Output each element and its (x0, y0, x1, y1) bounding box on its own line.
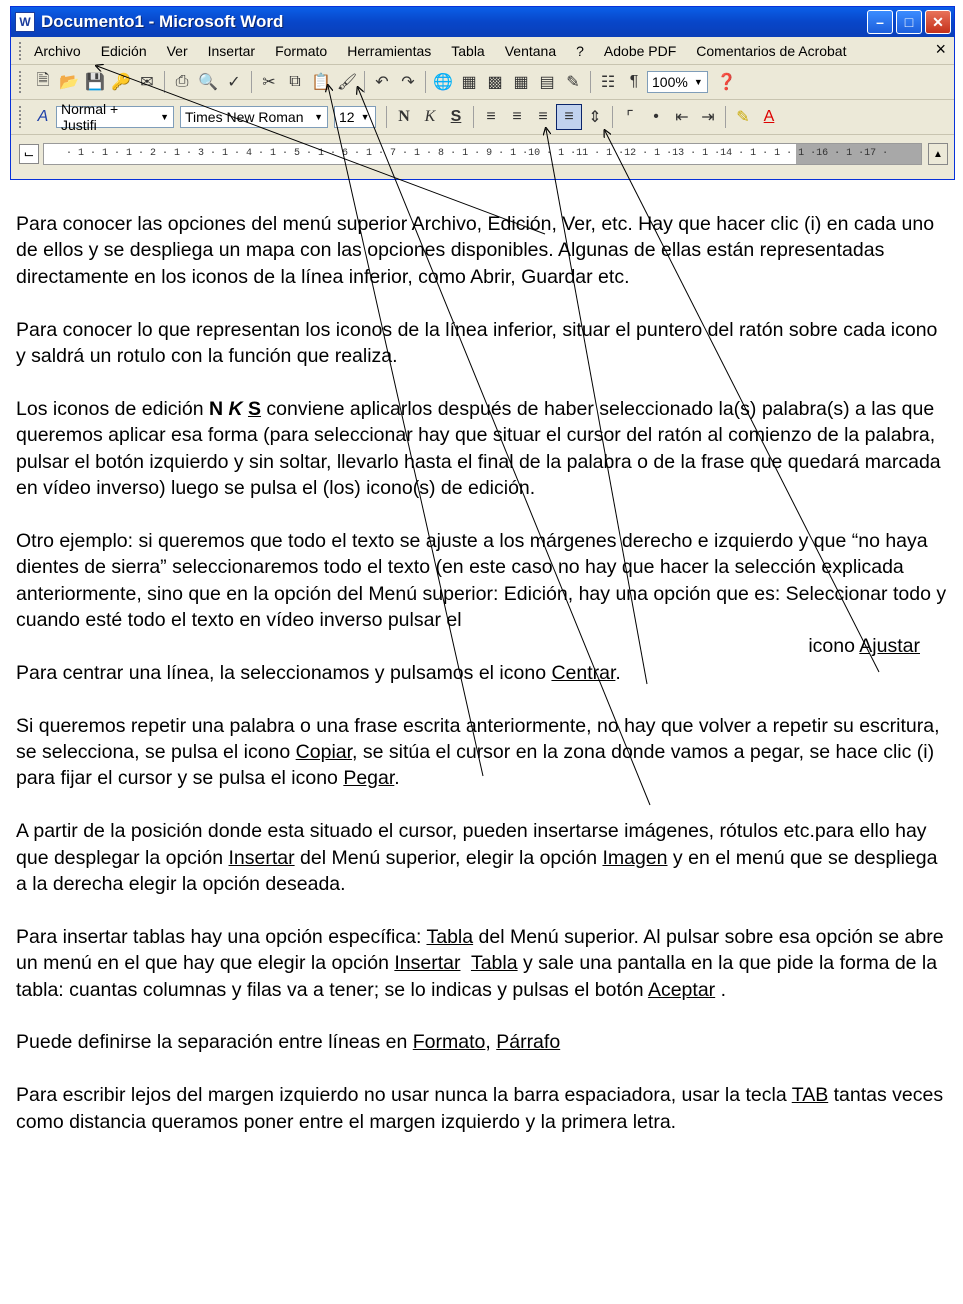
text-run: conviene aplicarlos después de haber seleccionado la(s) palabra(s) a las que queremos aplicar esa forma (para seleccionar hay que situar el cursor del ratón al comienzo de la palabra, pulsar el botón izquierdo y sin soltar, llevarlo hasta el final de la palabra o de la frase que quedará marcada en vídeo inverso) luego se pulsa el (los) icono(s) de edición. (16, 397, 941, 500)
text-run: . (715, 978, 726, 1001)
text-run: Los iconos de edición (16, 397, 209, 420)
text-run: y sale una pantalla en la que pide la forma de la tabla: cuantas columnas y filas va a tener; se lo indicas y pulsas el botón (16, 952, 938, 1001)
menu-insertar[interactable]: Insertar (207, 42, 256, 59)
insertar-link: Insertar (228, 846, 295, 869)
minimize-button[interactable] (867, 10, 893, 34)
justify-icon[interactable]: ≡ (556, 104, 582, 130)
separator (364, 71, 365, 93)
cut-icon[interactable]: ✂ (262, 74, 276, 91)
copy-icon[interactable]: ⧉ (289, 73, 301, 90)
toolbar-grip[interactable] (19, 71, 24, 93)
toolbar-grip[interactable] (19, 106, 24, 128)
bold-sample: N (208, 397, 224, 420)
bold-button[interactable]: N (398, 108, 410, 125)
paste-icon[interactable]: 📋 (311, 74, 331, 91)
word-window (10, 6, 955, 180)
text-run: tantas veces como distancia queramos poner entre el margen izquierdo y la primera letra. (16, 1084, 944, 1133)
text-run: icono (808, 635, 860, 658)
text-run: , se sitúa el cursor en la zona donde vamos a pegar, se hace clic (i) para fijar el cursor y se pulsa el icono (16, 741, 935, 790)
italic-sample: K (228, 397, 243, 420)
imagen-link: Imagen (602, 846, 668, 869)
tabla-link: Tabla (470, 952, 518, 975)
menu-comentarios-acrobat[interactable]: Comentarios de Acrobat (696, 42, 847, 59)
style-value: Normal + Justifi (61, 101, 119, 133)
maximize-icon: □ (904, 14, 914, 30)
text-run: , (485, 1031, 497, 1054)
font-color-icon[interactable]: A (763, 108, 775, 125)
document-body[interactable] (16, 211, 951, 1161)
increase-indent-icon[interactable]: ⇥ (701, 109, 715, 126)
permission-icon[interactable]: 🔑 (111, 74, 131, 91)
paragraph (16, 528, 951, 634)
paragraph (16, 924, 951, 1003)
underline-button[interactable]: S (450, 108, 462, 125)
styles-icon[interactable]: A (37, 108, 49, 125)
align-center-icon[interactable]: ≡ (512, 108, 522, 125)
format-painter-icon[interactable]: 🖌 (336, 74, 358, 91)
word-icon[interactable]: W (15, 12, 35, 32)
separator (425, 71, 426, 93)
tab-selector[interactable]: ⌙ (19, 144, 39, 164)
close-document-button[interactable]: × (935, 39, 946, 59)
insert-table-icon[interactable]: ▩ (487, 74, 503, 91)
separator (164, 71, 165, 93)
paragraph (16, 713, 951, 792)
horizontal-ruler[interactable] (43, 143, 922, 165)
menu-ver[interactable]: Ver (166, 42, 188, 59)
font-size-value: 12 (339, 109, 355, 125)
drawing-icon[interactable]: ✎ (566, 74, 580, 91)
email-icon[interactable]: ✉ (140, 74, 154, 91)
chevron-down-icon: ▼ (160, 112, 169, 122)
italic-button[interactable]: K (424, 108, 436, 125)
new-icon[interactable]: 🗎 (36, 71, 50, 89)
insertar-link: Insertar (394, 952, 461, 975)
menu-bar (11, 37, 954, 65)
text-run: Para insertar tablas hay una opción específica: (16, 925, 427, 948)
text-run (460, 952, 470, 974)
font-select[interactable] (180, 106, 328, 128)
paragraph: Para conocer lo que representan los iconos de la línea inferior, situar el puntero del ratón sobre cada icono y saldrá un rotulo con la función que realiza. (16, 318, 938, 368)
decrease-indent-icon[interactable]: ⇤ (675, 109, 689, 126)
separator (473, 106, 474, 128)
separator (612, 106, 613, 128)
spelling-icon[interactable]: ✓ (227, 74, 241, 91)
close-icon: ✕ (932, 13, 944, 30)
menu-adobe-pdf[interactable]: Adobe PDF (603, 42, 677, 59)
redo-icon[interactable]: ↷ (401, 74, 415, 91)
formatting-toolbar (11, 100, 954, 135)
tables-borders-icon[interactable]: ▦ (461, 74, 477, 91)
insert-excel-icon[interactable]: ▦ (513, 74, 529, 91)
text-run: Puede definirse la separación entre líneas en (16, 1031, 413, 1054)
pegar-link: Pegar (343, 767, 395, 790)
text-run: Para escribir lejos del margen izquierdo no usar nunca la barra espaciadora, usar la tecla (16, 1084, 792, 1107)
standard-toolbar (11, 65, 954, 100)
paragraph (16, 660, 951, 686)
align-right-icon[interactable]: ≡ (538, 108, 548, 125)
font-size-select[interactable] (334, 106, 376, 128)
paragraph (16, 1029, 951, 1055)
font-value: Times New Roman (185, 109, 304, 125)
menu-help[interactable]: ? (576, 42, 584, 59)
menu-archivo[interactable]: Archivo (34, 42, 81, 59)
tabla-link: Tabla (426, 925, 474, 948)
close-button[interactable] (925, 10, 951, 34)
bullets-icon[interactable]: • (653, 108, 659, 125)
save-icon[interactable]: 💾 (85, 74, 105, 91)
aceptar-link: Aceptar (647, 978, 716, 1001)
parrafo-link: Párrafo (496, 1031, 561, 1054)
zoom-value: 100% (652, 74, 688, 90)
paragraph (16, 1082, 951, 1135)
chevron-down-icon: ▼ (693, 77, 703, 87)
text-run: Para centrar una línea, la seleccionamos y pulsamos el icono (16, 661, 552, 684)
text-run: del Menú superior. Al pulsar sobre esa opción se abre un menú en el que hay que elegir la opción (16, 925, 944, 975)
menu-edicion[interactable]: Edición (100, 42, 147, 59)
minimize-icon: – (876, 14, 884, 30)
underline-sample: S (248, 397, 262, 420)
open-icon[interactable]: 📂 (59, 74, 79, 91)
numbering-icon[interactable]: ⌜ (626, 109, 634, 126)
separator (590, 71, 591, 93)
text-run: . (394, 767, 400, 790)
align-left-icon[interactable]: ≡ (486, 108, 496, 125)
show-hide-icon[interactable]: ¶ (629, 73, 639, 90)
ruler-marks: · 1 · 1 · 1 · 2 · 1 · 3 · 1 · 4 · 1 · 5 · 1 · 6 · 1 · 7 · 1 · 8 · 1 · 9 · 1 ·10 · 1 ·11 · 1 ·12 · 1 ·13 · 1 ·14 · 1 · 1 · 1 ·16 · 1 ·17 · (66, 148, 889, 159)
text-run: Otro ejemplo: si queremos que todo el texto se ajuste a los márgenes derecho e izquierdo y que “no haya dientes de sierra” seleccionaremos todo el texto (en este caso no hay que hacer la selección explicada anteriormente, sino que en la opción del Menú superior: Edición, hay una opción que es: Seleccionar todo y cuando esté todo el texto en vídeo inverso pulsar el (16, 529, 947, 632)
maximize-button[interactable] (896, 10, 922, 34)
text-run: . (615, 661, 621, 684)
chevron-down-icon: ▼ (314, 112, 323, 122)
print-icon[interactable]: ⎙ (175, 73, 189, 90)
chevron-down-icon: ▼ (360, 112, 370, 122)
toolbar-grip[interactable] (19, 42, 24, 60)
copiar-link: Copiar (295, 741, 353, 764)
highlight-icon[interactable]: ✎ (736, 109, 750, 126)
paragraph (16, 818, 951, 897)
text-run: A partir de la posición donde esta situado el cursor, pueden insertarse imágenes, rótulos etc.para ello hay que desplegar la opción (16, 820, 927, 869)
text-run: y en el menú que se despliega a la derecha elegir la opción deseada. (16, 846, 938, 896)
separator (725, 106, 726, 128)
hyperlink-icon[interactable]: 🌐 (433, 74, 453, 91)
menu-tabla[interactable]: Tabla (451, 42, 485, 59)
title-bar[interactable] (11, 7, 954, 37)
ruler (11, 135, 954, 173)
centrar-link: Centrar (551, 661, 616, 684)
menu-ventana[interactable]: Ventana (504, 42, 557, 59)
ajustar-link: Ajustar (859, 635, 920, 658)
menu-formato[interactable]: Formato (275, 42, 328, 59)
paragraph-ajustar-line (16, 633, 951, 659)
help-icon[interactable]: ❓ (716, 74, 737, 91)
zoom-select[interactable] (647, 71, 708, 93)
separator (251, 71, 252, 93)
scroll-up-button[interactable]: ▲ (928, 143, 948, 165)
text-run: del Menú superior, elegir la opción (294, 846, 603, 869)
document-map-icon[interactable]: ☷ (600, 74, 616, 91)
line-spacing-icon[interactable]: ⇕ (588, 109, 602, 126)
columns-icon[interactable]: ▤ (539, 74, 555, 91)
window-title: Documento1 - Microsoft Word (41, 12, 284, 31)
paragraph (16, 396, 951, 502)
paragraph: Para conocer las opciones del menú superior Archivo, Edición, Ver, etc. Hay que hacer clic (i) en cada uno de ellos y se despliega un mapa con las opciones disponibles. Algunas de ellas están representadas directamente en los iconos de la línea inferior, como Abrir, Guardar etc. (16, 213, 935, 288)
undo-icon[interactable]: ↶ (375, 74, 389, 91)
style-select[interactable] (56, 101, 174, 133)
text-run: Si queremos repetir una palabra o una frase escrita anteriormente, no hay que volver a repetir su escritura, se selecciona, se pulsa el icono (16, 714, 940, 764)
print-preview-icon[interactable]: 🔍 (198, 74, 218, 91)
formato-link: Formato (412, 1031, 486, 1054)
menu-herramientas[interactable]: Herramientas (347, 42, 432, 59)
tab-link: TAB (791, 1084, 829, 1107)
separator (386, 106, 387, 128)
